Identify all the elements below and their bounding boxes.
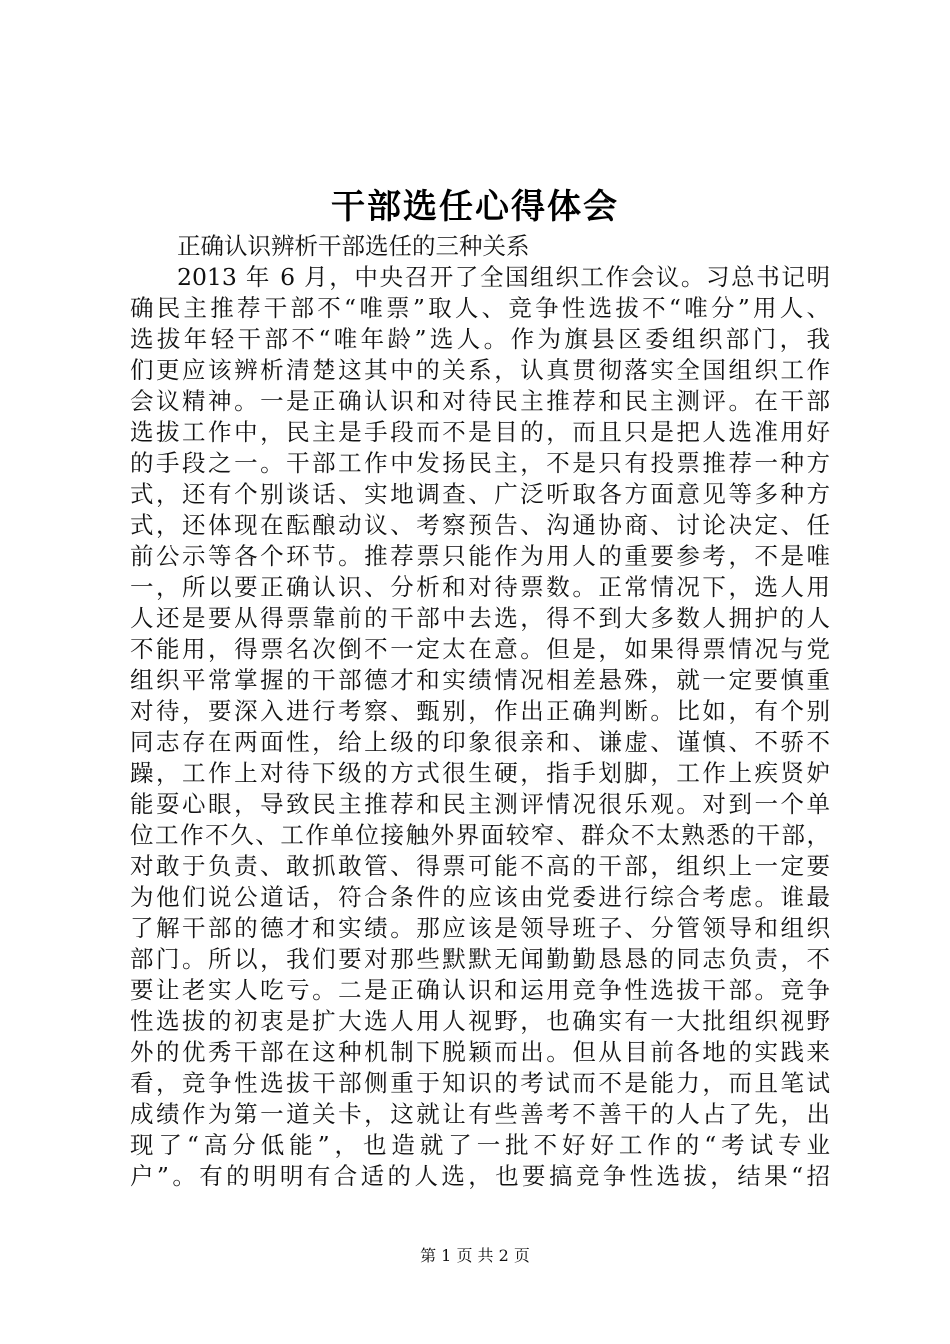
body-line: 组织平常掌握的干部德才和实绩情况相差悬殊，就一定要慎重 [130,666,830,694]
body-line: 的手段之一。干部工作中发扬民主，不是只有投票推荐一种方 [130,449,830,477]
body-line: 选拔工作中，民主是手段而不是目的，而且只是把人选准用好 [130,418,830,446]
body-line: 式，还体现在酝酿动议、考察预告、沟通协商、讨论决定、任 [130,511,830,539]
body-line: 对待，要深入进行考察、甄别，作出正确判断。比如，有个别 [130,697,830,725]
body-line: 不能用，得票名次倒不一定太在意。但是，如果得票情况与党 [130,635,830,663]
body-line: 一，所以要正确认识、分析和对待票数。正常情况下，选人用 [130,573,830,601]
body-line: 会议精神。一是正确认识和对待民主推荐和民主测评。在干部 [130,387,830,415]
body-line: 躁，工作上对待下级的方式很生硬，指手划脚，工作上疾贤妒 [130,759,830,787]
body-line: 性选拔的初衷是扩大选人用人视野，也确实有一大批组织视野 [130,1007,830,1035]
body-line: 了解干部的德才和实绩。那应该是领导班子、分管领导和组织 [130,914,830,942]
body-line: 式，还有个别谈话、实地调查、广泛听取各方面意见等多种方 [130,480,830,508]
body-line: 们更应该辨析清楚这其中的关系，认真贯彻落实全国组织工作 [130,356,830,384]
body-line: 外的优秀干部在这种机制下脱颖而出。但从目前各地的实践来 [130,1038,830,1066]
body-line: 选拔年轻干部不“唯年龄”选人。作为旗县区委组织部门，我 [130,325,830,353]
body-line: 户”。有的明明有合适的人选，也要搞竞争性选拔，结果“招 [130,1162,830,1190]
body-line: 为他们说公道话，符合条件的应该由党委进行综合考虑。谁最 [130,883,830,911]
body-line: 前公示等各个环节。推荐票只能作为用人的重要参考，不是唯 [130,542,830,570]
body-line: 成绩作为第一道关卡，这就让有些善考不善干的人占了先，出 [130,1100,830,1128]
document-title: 干部选任心得体会 [331,187,619,227]
body-line: 2013 年 6 月，中央召开了全国组织工作会议。习总书记明 [177,263,830,291]
document-subtitle: 正确认识辨析干部选任的三种关系 [177,232,530,260]
body-line: 要让老实人吃亏。二是正确认识和运用竞争性选拔干部。竞争 [130,976,830,1004]
body-line: 部门。所以，我们要对那些默默无闻勤勤恳恳的同志负责，不 [130,945,830,973]
body-line: 对敢于负责、敢抓敢管、得票可能不高的干部，组织上一定要 [130,852,830,880]
body-line: 位工作不久、工作单位接触外界面较窄、群众不太熟悉的干部， [130,821,830,849]
document-body [130,231,830,1192]
body-line: 人还是要从得票靠前的干部中去选，得不到大多数人拥护的人 [130,604,830,632]
body-line: 能耍心眼，导致民主推荐和民主测评情况很乐观。对到一个单 [130,790,830,818]
body-line: 确民主推荐干部不“唯票”取人、竞争性选拔不“唯分”用人、 [130,294,830,322]
body-line: 现了“高分低能”，也造就了一批不好好工作的“考试专业 [130,1131,830,1159]
body-line: 同志存在两面性，给上级的印象很亲和、谦虚、谨慎、不骄不 [130,728,830,756]
body-line: 看，竞争性选拔干部侧重于知识的考试而不是能力，而且笔试 [130,1069,830,1097]
page-number-footer: 第 1 页 共 2 页 [420,1246,530,1265]
